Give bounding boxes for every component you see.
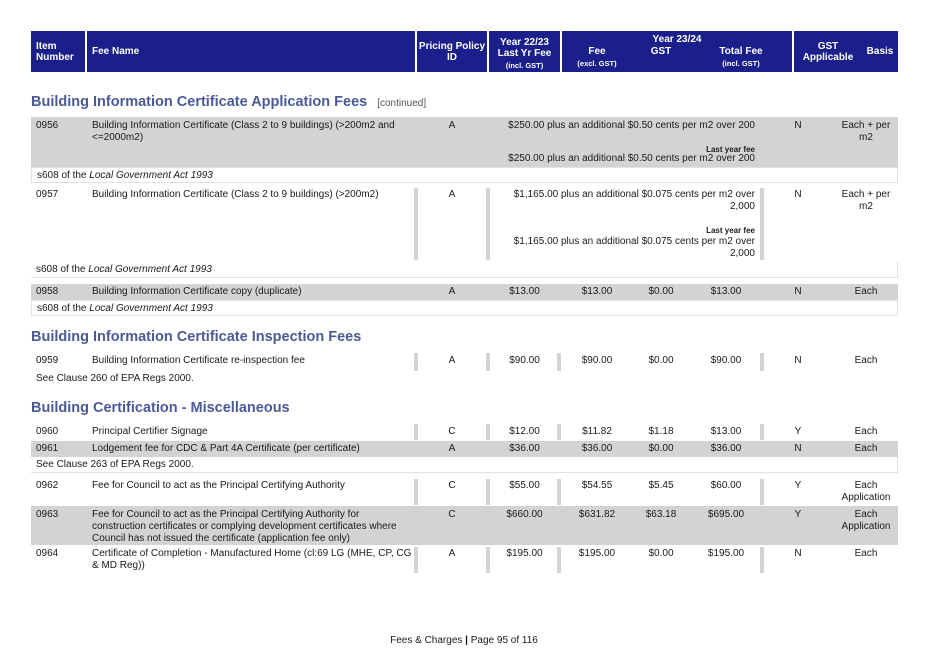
header-gst [634, 31, 688, 72]
header-last-yr-fee-sub: (incl. GST) [505, 61, 544, 70]
gst: $63.18 [645, 509, 677, 520]
total-fee: $90.00 [710, 355, 742, 366]
pricing-policy: A [448, 286, 456, 297]
header-gst-applicable-label: GST Applicable [802, 40, 854, 63]
item-number: 0956 [36, 120, 59, 131]
note-italic: Local Government Act 1993 [88, 264, 212, 275]
item-number: 0960 [36, 426, 59, 437]
fee-excl-gst: $13.00 [581, 286, 613, 297]
last-yr-fee: $13.00 [509, 286, 540, 297]
gst-applicable: N [794, 189, 802, 200]
header-pricing-policy [417, 31, 487, 72]
last-yr-fee: $90.00 [509, 355, 540, 366]
basis: Each [854, 548, 878, 559]
gst: $0.00 [648, 286, 674, 297]
fee-text: $250.00 plus an additional $0.50 cents per m2 over 200 [508, 120, 755, 131]
basis: Each + per m2 [841, 120, 891, 143]
fee-name: Building Information Certificate copy (duplicate) [92, 286, 302, 297]
last-yr-fee: $12.00 [509, 426, 540, 437]
item-number: 0961 [36, 443, 59, 454]
header-fee-name [87, 31, 415, 72]
gst-applicable: N [794, 120, 802, 131]
fee-name: Fee for Council to act as the Principal Certifying Authority for construction certificates or complying development certificates where Council has not issued the certificate (application fee only) [92, 509, 397, 544]
table-row [31, 477, 898, 506]
gst: $5.45 [648, 480, 674, 491]
header-pricing-policy-label: Pricing Policy ID [418, 40, 486, 63]
gst-applicable: Y [794, 426, 802, 437]
pricing-policy: A [448, 189, 456, 200]
pricing-policy: A [448, 443, 456, 454]
item-number: 0962 [36, 480, 59, 491]
fee-excl-gst: $54.55 [581, 480, 613, 491]
table-row [31, 545, 898, 574]
total-fee: $13.00 [710, 426, 742, 437]
item-number: 0958 [36, 286, 59, 297]
table-row [31, 423, 898, 440]
fee-excl-gst: $11.82 [582, 426, 612, 437]
fee-text: $1,165.00 plus an additional $0.075 cents per m2 over 2,000 [513, 189, 755, 212]
section-continued: [continued] [377, 98, 427, 109]
header-gst-applicable [794, 31, 862, 72]
item-number: 0964 [36, 548, 59, 559]
last-yr-fee: $660.00 [506, 509, 543, 520]
last-yr-fee: $36.00 [509, 443, 540, 454]
pricing-policy: A [448, 355, 456, 366]
section-title-text: Building Information Certificate Application Fees [31, 94, 368, 110]
fee-name: Building Information Certificate re-inspection fee [92, 355, 305, 366]
header-fee-name-label: Fee Name [92, 46, 140, 57]
header-year-prev: Year 22/23 [500, 37, 549, 48]
section-title [31, 329, 361, 345]
header-total-fee [690, 31, 792, 72]
column-divider [486, 188, 490, 260]
table-row [31, 186, 898, 262]
note-italic: Local Government Act 1993 [89, 170, 213, 181]
section-title-text: Building Information Certificate Inspection Fees [31, 329, 362, 345]
gst-applicable: N [794, 548, 802, 559]
gst-applicable: N [794, 443, 802, 454]
column-divider [557, 547, 561, 573]
row-note [31, 300, 898, 316]
row-note [31, 457, 898, 473]
fee-excl-gst: $90.00 [581, 355, 613, 366]
item-number: 0963 [36, 509, 59, 520]
column-divider [557, 479, 561, 505]
pricing-policy: C [448, 509, 456, 520]
total-fee: $695.00 [707, 509, 745, 520]
header-fee-label: Fee [588, 45, 606, 57]
last-year-text: $1,165.00 plus an additional $0.075 cents per m2 over 2,000 [513, 236, 755, 259]
fee-name: Building Information Certificate (Class 2 to 9 buildings) (>200m2 and <=2000m2) [92, 120, 395, 143]
basis: Each [854, 355, 878, 366]
footer-page-number: Page 95 of 116 [470, 635, 538, 646]
header-last-yr-fee-label: Last Yr Fee [497, 48, 552, 59]
note-prefix: s608 of the [37, 303, 87, 314]
header-basis [862, 31, 898, 72]
header-total-fee-label: Total Fee [719, 45, 763, 57]
fee-excl-gst: $195.00 [578, 548, 616, 559]
gst-applicable: Y [794, 509, 802, 520]
last-yr-fee: $55.00 [509, 480, 540, 491]
header-item-number [31, 31, 85, 72]
section-title [31, 400, 290, 416]
item-number: 0957 [36, 189, 59, 200]
last-yr-fee: $195.00 [506, 548, 543, 559]
column-divider [557, 353, 561, 371]
row-note [31, 262, 898, 278]
pricing-policy: C [448, 480, 456, 491]
note-prefix: s608 of the [36, 264, 86, 275]
table-row [31, 506, 898, 545]
footer-title: Fees & Charges [390, 635, 463, 646]
table-row [31, 117, 898, 167]
header-year-curr: Year 23/24 [652, 34, 702, 45]
page-footer [0, 635, 928, 646]
basis: Each [854, 286, 878, 297]
table-row [31, 352, 898, 372]
column-divider [557, 424, 561, 440]
note-italic: Local Government Act 1993 [89, 303, 213, 314]
gst-applicable: N [794, 355, 802, 366]
fee-excl-gst: $631.82 [578, 509, 616, 520]
basis: Each Application [841, 509, 891, 532]
basis: Each [854, 426, 878, 437]
header-fee-sub: (excl. GST) [577, 58, 617, 68]
last-year-label: Last year fee [706, 145, 755, 154]
header-gst-label: GST [650, 46, 672, 57]
pricing-policy: A [448, 120, 456, 131]
fee-name: Certificate of Completion - Manufactured Home (cl:69 LG (MHE, CP, CG & MD Reg)) [92, 548, 412, 571]
section-title [31, 94, 426, 110]
item-number: 0959 [36, 355, 59, 366]
gst: $1.18 [648, 426, 674, 437]
table-row [31, 441, 898, 457]
last-year-label: Last year fee [706, 226, 755, 235]
row-note [31, 167, 898, 183]
table-row [31, 284, 898, 300]
header-fee [562, 31, 632, 72]
last-year-text: $250.00 plus an additional $0.50 cents per m2 over 200 [508, 153, 755, 164]
total-fee: $36.00 [710, 443, 742, 454]
header-last-yr-fee [489, 31, 560, 72]
gst: $0.00 [648, 548, 674, 559]
basis: Each + per m2 [841, 189, 891, 212]
header-basis-label: Basis [866, 46, 894, 57]
basis: Each Application [841, 480, 891, 503]
gst: $0.00 [648, 443, 674, 454]
header-item-number-label: Item Number [36, 40, 74, 63]
table-header [31, 31, 898, 72]
section-title-text: Building Certification - Miscellaneous [31, 400, 290, 416]
total-fee: $13.00 [710, 286, 742, 297]
fee-name: Fee for Council to act as the Principal Certifying Authority [92, 480, 345, 491]
gst-applicable: Y [794, 480, 802, 491]
basis: Each [854, 443, 878, 454]
fee-name: Building Information Certificate (Class 2 to 9 buildings) (>200m2) [92, 189, 379, 200]
footer-separator: | [465, 635, 468, 646]
note-text: See Clause 263 of EPA Regs 2000. [36, 459, 194, 470]
total-fee: $195.00 [707, 548, 745, 559]
note-text: See Clause 260 of EPA Regs 2000. [36, 373, 194, 384]
note-prefix: s608 of the [37, 170, 87, 181]
fee-excl-gst: $36.00 [581, 443, 613, 454]
row-note [31, 371, 898, 387]
header-total-fee-sub: (incl. GST) [722, 58, 760, 68]
gst-applicable: N [794, 286, 802, 297]
fee-name: Lodgement fee for CDC & Part 4A Certificate (per certificate) [92, 443, 360, 454]
fee-name: Principal Certifier Signage [92, 426, 208, 437]
gst: $0.00 [648, 355, 674, 366]
pricing-policy: C [448, 426, 456, 437]
pricing-policy: A [448, 548, 456, 559]
total-fee: $60.00 [710, 480, 742, 491]
